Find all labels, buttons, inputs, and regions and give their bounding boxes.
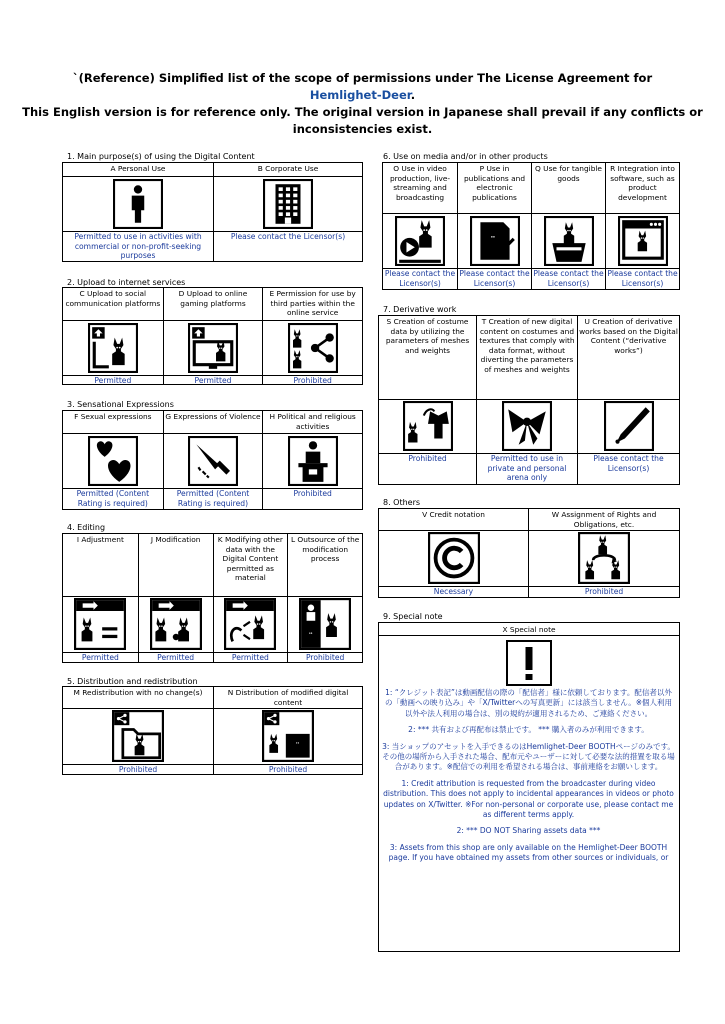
podium-icon [263, 433, 362, 488]
s2-cell-status: Permitted [194, 376, 232, 385]
s7-cell-status: Please contact the Licensor(s) [593, 454, 664, 473]
brand-name: Hemlighet-Deer [309, 88, 411, 102]
s6-cell-header: Q Use for tangible goods [535, 164, 602, 183]
s8-cell-status: Prohibited [584, 587, 624, 596]
share-third-party-icon [263, 320, 362, 375]
special-note-paragraph: 1: Credit attribution is requested from the broadcaster during video distribution. This does not apply to incidental appearances in videos or photo updates on X/Twitter. ※For non-personal or corporate use, please contact me as different terms apply. [383, 778, 674, 820]
s6-cell-header: O Use in video production, live-streaming and broadcasting [389, 164, 451, 202]
s7-cell-status: Permitted to use in private and personal arena only [487, 454, 567, 483]
s5-cell-header: M Redistribution with no change(s) [73, 688, 203, 697]
assignment-icon [529, 530, 679, 586]
s2-cell-status: Prohibited [293, 376, 332, 385]
s6-cell-header: R Integration into software, such as product development [610, 164, 675, 202]
title-line-1: `(Reference) Simplified list of the scope of permissions under The License Agreement for [72, 71, 653, 85]
s2-cell-header: D Upload to online gaming platforms [178, 289, 248, 308]
section-2-title: 2. Upload to internet services [67, 278, 186, 287]
s8-cell-0 [379, 509, 528, 597]
s4-cell-status: Prohibited [305, 653, 345, 662]
special-note-paragraph: 2: *** DO NOT Sharing assets data *** [456, 826, 601, 836]
software-icon [606, 213, 679, 268]
s2-cell-header: C Upload to social communication platforms [65, 289, 161, 308]
s6-cell-status: Please contact the Licensor(s) [533, 269, 604, 288]
s6-cell-status: Please contact the Licensor(s) [459, 269, 530, 288]
section-8-title: 8. Others [383, 498, 421, 507]
s2-cell-header: E Permission for use by third parties within the online service [269, 289, 356, 318]
table-others [378, 508, 680, 598]
pen-icon [578, 399, 679, 453]
table-derivative [378, 315, 680, 485]
outsource-icon [288, 596, 362, 652]
s5-cell-1 [213, 687, 362, 774]
s4-cell-header: J Modification [150, 535, 201, 544]
s4-cell-header: K Modifying other data with the Digital Content permitted as material [217, 535, 283, 583]
title-line-4: inconsistencies exist. [292, 122, 433, 136]
s3-cell-header: G Expressions of Violence [165, 412, 261, 421]
costume-icon [379, 399, 476, 453]
s4-cell-2 [213, 534, 288, 662]
s7-cell-0 [379, 316, 476, 484]
section-4-title: 4. Editing [67, 523, 106, 532]
s1-cell-status: Please contact the Licensor(s) [230, 232, 346, 241]
s1-cell-header: B Corporate Use [257, 164, 319, 173]
goods-icon [532, 213, 605, 268]
s3-cell-status: Permitted (Content Rating is required) [176, 489, 250, 508]
s6-cell-2 [531, 163, 605, 289]
material-icon [214, 596, 288, 652]
s7-cell-status: Prohibited [408, 454, 447, 463]
s5-cell-status: Prohibited [118, 765, 158, 774]
modification-icon [139, 596, 213, 652]
exclamation-icon [379, 639, 679, 687]
table-sensational [62, 410, 363, 510]
s8-cell-1 [528, 509, 679, 597]
s3-cell-header: F Sexual expressions [74, 412, 152, 421]
section-1-title: 1. Main purpose(s) of using the Digital Content [67, 152, 255, 161]
table-upload [62, 287, 363, 385]
s3-cell-2 [262, 411, 362, 509]
section-5-title: 5. Distribution and redistribution [67, 677, 198, 686]
s4-cell-header: L Outsource of the modification process [290, 535, 360, 564]
s6-cell-header: P Use in publications and electronic publications [463, 164, 526, 202]
s4-cell-3 [287, 534, 362, 662]
table-media [382, 162, 680, 290]
s1-cell-status: Permitted to use in activities with commercial or non-profit-seeking purposes [74, 232, 202, 261]
special-note-paragraph: 2: *** 共有および再配布は禁止です。 *** 購入者のみが利用できます。 [408, 725, 649, 735]
title-line-2 [0, 87, 725, 104]
table-editing [62, 533, 363, 663]
video-icon [383, 213, 457, 268]
section-6-title: 6. Use on media and/or in other products [383, 152, 548, 161]
s7-cell-1 [476, 316, 577, 484]
s6-cell-status: Please contact the Licensor(s) [384, 269, 456, 288]
s4-cell-header: I Adjustment [76, 535, 124, 544]
section-3-title: 3. Sensational Expressions [67, 400, 174, 409]
bow-icon [477, 399, 577, 453]
s8-cell-header: V Credit notation [422, 510, 485, 519]
redistribute-icon [63, 708, 213, 764]
s2-cell-1 [163, 288, 263, 384]
s3-cell-1 [163, 411, 263, 509]
person-icon [63, 176, 213, 231]
s3-cell-header: H Political and religious activities [269, 412, 356, 431]
brand-suffix: . [410, 88, 416, 102]
s5-cell-0 [63, 687, 213, 774]
special-note-paragraph: 3: Assets from this shop are only available on the Hemlighet-Deer BOOTH page. If you have obtained my assets from other sources or individuals, or [388, 842, 669, 863]
hearts-icon [63, 433, 163, 488]
upload-game-icon [164, 320, 263, 375]
s7-cell-2 [577, 316, 679, 484]
s7-cell-header: T Creation of new digital content on costumes and textures that comply with data format, without diverting the parameters of meshes and weights [479, 317, 575, 374]
building-icon [214, 176, 362, 231]
s4-cell-0 [63, 534, 138, 662]
knife-icon [164, 433, 263, 488]
s6-cell-3 [605, 163, 679, 289]
s6-cell-1 [457, 163, 531, 289]
adjustment-icon [63, 596, 138, 652]
s1-cell-1 [213, 163, 362, 261]
s2-cell-0 [63, 288, 163, 384]
s2-cell-2 [262, 288, 362, 384]
s6-cell-status: Please contact the Licensor(s) [607, 269, 678, 288]
s8-cell-header: W Assignment of Rights and Obligations, etc. [551, 510, 657, 529]
s4-cell-status: Permitted [231, 653, 269, 662]
section-9-title: 9. Special note [383, 612, 443, 621]
s6-cell-0 [383, 163, 457, 289]
s4-cell-status: Permitted [157, 653, 195, 662]
s1-cell-0 [63, 163, 213, 261]
s5-cell-header: N Distribution of modified digital content [227, 688, 349, 707]
s1-cell-header: A Personal Use [110, 164, 166, 173]
s3-cell-status: Permitted (Content Rating is required) [76, 489, 150, 508]
s7-cell-header: U Creation of derivative works based on the Digital Content (“derivative works”) [579, 317, 678, 355]
s2-cell-status: Permitted [94, 376, 132, 385]
upload-social-icon [63, 320, 163, 375]
s5-cell-status: Prohibited [268, 765, 308, 774]
section-7-title: 7. Derivative work [383, 305, 457, 314]
special-note-header: X Special note [502, 625, 556, 634]
title-line-3: This English version is for reference only. The original version in Japanese shall prevail if any conflicts or [22, 105, 703, 119]
s3-cell-0 [63, 411, 163, 509]
publication-icon [458, 213, 531, 268]
s4-cell-1 [138, 534, 213, 662]
distribute-modified-icon [214, 708, 362, 764]
special-note-text [378, 688, 679, 950]
s8-cell-status: Necessary [433, 587, 474, 596]
table-distribution [62, 686, 363, 775]
s4-cell-status: Permitted [81, 653, 119, 662]
special-note-paragraph: 3: 当ショップのアセットを入手できるのはHemlighet-Deer BOOTHページのみです。その他の場所から入手された場合、配布元やユーザーに対して必要な法的措置を取る場合があります。※配信での利用を希望される場合は、事前連絡をお願いします。 [382, 741, 675, 772]
copyright-icon [379, 530, 528, 586]
s3-cell-status: Prohibited [293, 489, 332, 498]
special-note-paragraph: 1: “クレジット表記”は動画配信の際の「配信者」様に依頼しております。配信者以外の「動画への映り込み」や「X/Twitterへの写真更新」には該当しません。※個人利用以外や法人利用の場合は、別の規約が適用されるため、ご連絡ください。 [384, 688, 673, 718]
s7-cell-header: S Creation of costume data by utilizing the parameters of meshes and weights [385, 317, 470, 355]
table-main-purpose [62, 162, 363, 262]
